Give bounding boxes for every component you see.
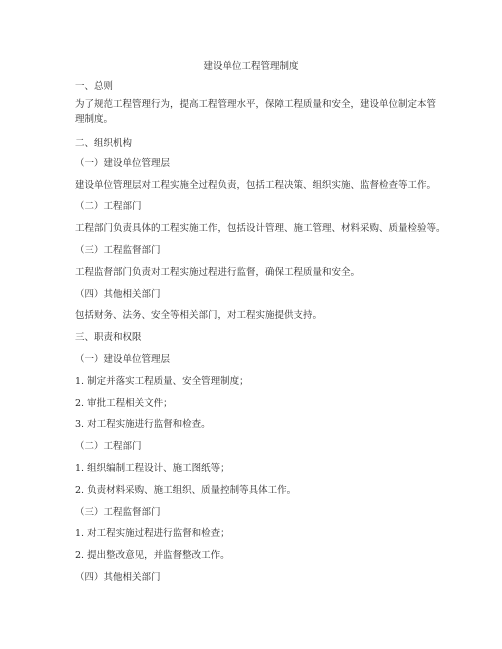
list-item: 1. 制定并落实工程质量、安全管理制度； <box>75 376 249 387</box>
subsection-heading: （四）其他相关部门 <box>75 289 161 300</box>
subsection-heading: （三）工程监督部门 <box>75 245 161 256</box>
list-item: 3. 对工程实施进行监督和检查。 <box>75 419 211 430</box>
subsection-heading: （一）建设单位管理层 <box>75 158 171 169</box>
subsection-heading: （三）工程监督部门 <box>75 507 161 518</box>
list-item: 1. 组织编制工程设计、施工图纸等； <box>75 463 230 474</box>
paragraph: 为了规范工程管理行为，提高工程管理水平，保障工程质量和安全，建设单位制定本管理制度。 <box>75 99 437 125</box>
section-heading: 一、总则 <box>75 81 114 92</box>
list-item: 2. 提出整改意见，并监督整改工作。 <box>75 550 230 561</box>
list-item: 2. 负责材料采购、施工组织、质量控制等具体工作。 <box>75 485 297 496</box>
document-title: 建设单位工程管理制度 <box>203 61 299 72</box>
list-item: 1. 对工程实施过程进行监督和检查； <box>75 528 230 539</box>
paragraph: 包括财务、法务、安全等相关部门，对工程实施提供支持。 <box>75 310 323 321</box>
section-heading: 二、组织机构 <box>75 138 133 149</box>
subsection-heading: （二）工程部门 <box>75 201 142 212</box>
subsection-heading: （四）其他相关部门 <box>75 572 161 583</box>
section-heading: 三、职责和权限 <box>75 332 142 343</box>
paragraph: 工程监督部门负责对工程实施过程进行监督，确保工程质量和安全。 <box>75 267 361 278</box>
list-item: 2. 审批工程相关文件； <box>75 398 173 409</box>
subsection-heading: （一）建设单位管理层 <box>75 354 171 365</box>
subsection-heading: （二）工程部门 <box>75 441 142 452</box>
paragraph: 建设单位管理层对工程实施全过程负责，包括工程决策、组织实施、监督检查等工作。 <box>75 180 437 191</box>
paragraph: 工程部门负责具体的工程实施工作，包括设计管理、施工管理、材料采购、质量检验等。 <box>75 223 446 234</box>
